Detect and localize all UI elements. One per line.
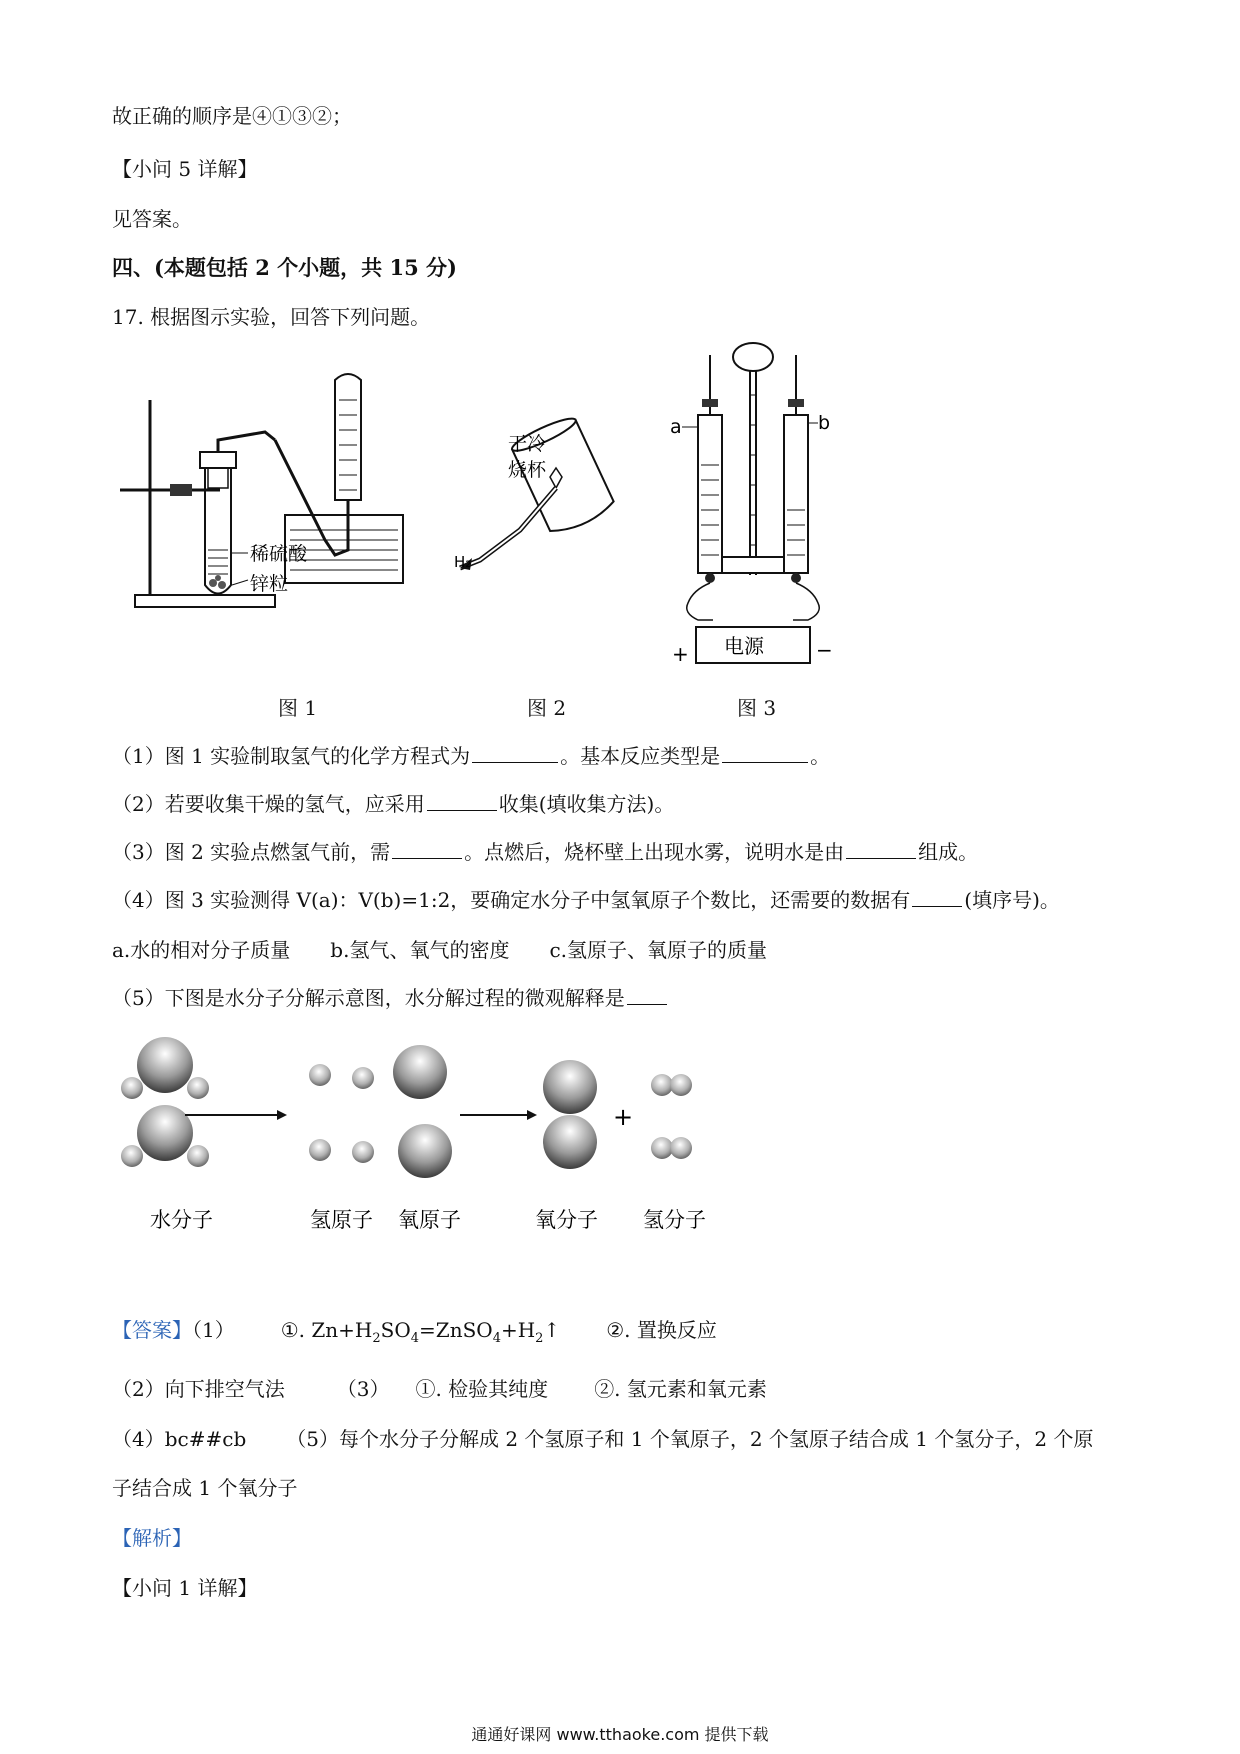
question-4	[112, 886, 1060, 914]
power-supply-label: 电源	[724, 634, 764, 658]
sub-question-heading: 【小问 5 详解】	[112, 157, 258, 181]
page-footer: 通通好课网 www.tthaoke.com 提供下载	[471, 1725, 769, 1744]
q3-text-c: 组成。	[918, 840, 979, 864]
q1-text-b: 。基本反应类型是	[560, 744, 721, 768]
answer-1	[112, 1316, 717, 1353]
q3-blank-1	[392, 838, 462, 859]
hydrogen-atom	[309, 1064, 331, 1086]
answer-3-1: ①. 检验其纯度	[415, 1377, 549, 1401]
answer-5: （5）每个水分子分解成 2 个氢原子和 1 个氧原子，2 个氢原子结合成 1 个氢分子，2 个原	[286, 1427, 1094, 1451]
q1-text-c: 。	[810, 744, 831, 768]
q1-text-a: （1）图 1 实验制取氢气的化学方程式为	[112, 744, 471, 768]
water-decomposition-diagram	[115, 1035, 735, 1235]
answer-5-continued: 子结合成 1 个氧分子	[112, 1476, 298, 1500]
oxygen-atom	[398, 1124, 452, 1178]
oxygen-molecule	[543, 1060, 597, 1169]
q3-text-b: 。点燃后，烧杯壁上出现水雾，说明水是由	[464, 840, 845, 864]
water-molecule-label: 水分子	[150, 1208, 213, 1232]
tube-a-label: a	[670, 416, 682, 438]
hydrogen-molecule-label: 氢分子	[643, 1208, 706, 1232]
q1-blank-equation	[472, 742, 558, 763]
figure-2-beaker	[454, 420, 630, 620]
question-2	[112, 790, 674, 818]
figure-1-label: 图 1	[278, 696, 318, 720]
oxygen-molecule-label: 氧分子	[535, 1208, 598, 1232]
water-molecule	[121, 1037, 209, 1099]
figure-3-electrolysis	[668, 335, 838, 665]
q3-text-a: （3）图 2 实验点燃氢气前，需	[112, 840, 391, 864]
hydrogen-atom-label: 氢原子	[310, 1208, 373, 1232]
acid-label: 稀硫酸	[250, 543, 308, 565]
answer-4: （4）bc##cb	[112, 1427, 247, 1451]
answer-3-2: ②. 氢元素和氧元素	[594, 1377, 767, 1401]
q2-text-a: （2）若要收集干燥的氢气，应采用	[112, 792, 425, 816]
answer-tag: 【答案】	[112, 1318, 192, 1342]
q5-blank	[627, 984, 667, 1005]
q4-text-a: （4）图 3 实验测得 V(a)：V(b)=1:2，要确定水分子中氢氧原子个数比，还需要的数据有	[112, 888, 911, 912]
answer-1-type: ②. 置换反应	[606, 1318, 717, 1342]
beaker-label: 烧杯	[508, 459, 547, 481]
q2-blank	[427, 790, 497, 811]
plus-terminal: +	[672, 642, 689, 666]
answer-3-number: （3）	[336, 1377, 390, 1401]
line-order: 故正确的顺序是④①③②；	[112, 104, 352, 128]
q3-blank-2	[846, 838, 916, 859]
q4-blank	[912, 886, 962, 907]
figure-2-label: 图 2	[527, 696, 567, 720]
hydrogen-atom	[309, 1139, 331, 1161]
answer-1-number: （1）	[192, 1318, 235, 1342]
hydrogen-atom	[352, 1141, 374, 1163]
answer-4-5	[112, 1425, 1093, 1453]
question-4-options: a.水的相对分子质量 b.氢气、氧气的密度 c.氢原子、氧原子的质量	[112, 938, 767, 962]
hydrogen-atom	[352, 1067, 374, 1089]
q2-text-b: 收集(填收集方法)。	[498, 792, 675, 816]
analysis-sub-1: 【小问 1 详解】	[112, 1576, 258, 1600]
minus-terminal: −	[816, 638, 833, 662]
section-heading: 四、(本题包括 2 个小题，共 15 分)	[112, 255, 457, 280]
analysis-tag: 【解析】	[112, 1526, 192, 1550]
answer-1-equation: ①. $Zn+H_2SO_4=ZnSO_4+H_2↑$	[280, 1318, 561, 1346]
q1-blank-type	[722, 742, 808, 763]
question-5	[112, 984, 669, 1012]
q4-text-b: (填序号)。	[964, 888, 1060, 912]
answer-2: （2）向下排空气法	[112, 1377, 285, 1401]
beaker-dry-label: 干冷	[508, 433, 547, 455]
oxygen-atom-label: 氧原子	[398, 1208, 461, 1232]
tube-b-label: b	[818, 412, 831, 434]
question-17-stem: 17. 根据图示实验，回答下列问题。	[112, 305, 431, 329]
figure-1-apparatus	[120, 380, 460, 640]
plus-sign: +	[613, 1103, 634, 1131]
question-3	[112, 838, 978, 866]
h2-label: H₂	[454, 553, 472, 571]
line-see-answer: 见答案。	[112, 207, 192, 231]
question-1	[112, 742, 830, 770]
oxygen-atom	[393, 1045, 447, 1099]
hydrogen-molecule	[651, 1074, 692, 1096]
hydrogen-molecule	[651, 1137, 692, 1159]
answer-2-3	[112, 1375, 767, 1403]
zinc-label: 锌粒	[250, 573, 289, 595]
q5-text: （5）下图是水分子分解示意图，水分解过程的微观解释是	[112, 986, 625, 1010]
figure-3-label: 图 3	[737, 696, 777, 720]
